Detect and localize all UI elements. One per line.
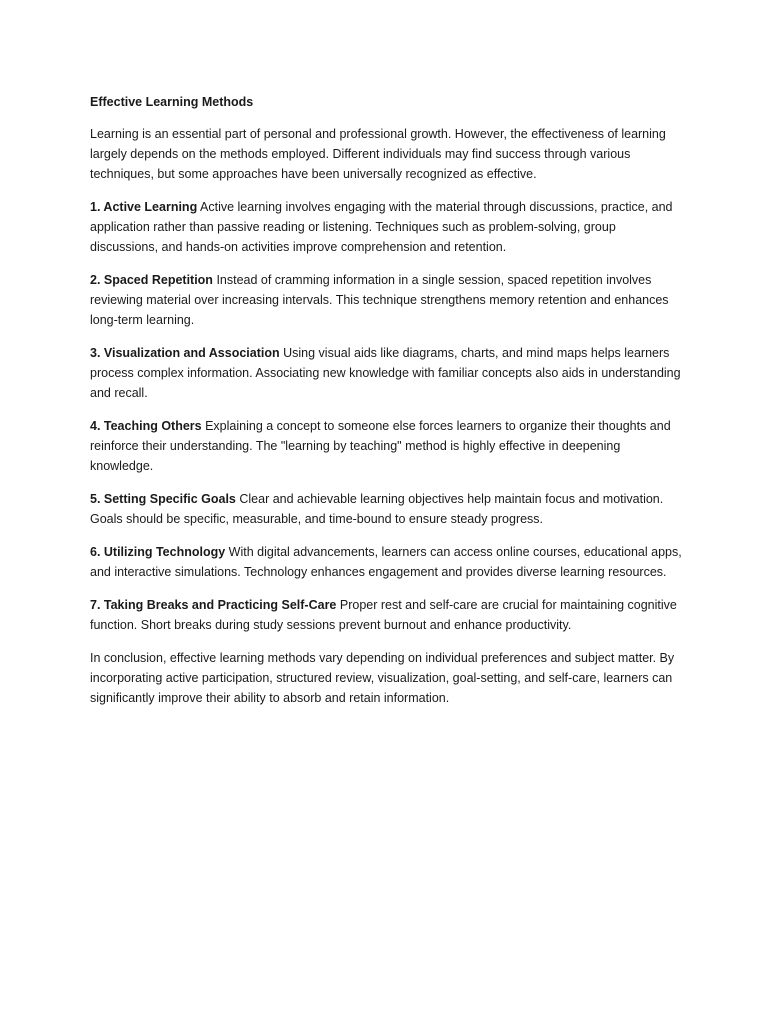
document-title: Effective Learning Methods <box>90 95 254 109</box>
intro-paragraph: Learning is an essential part of personal and professional growth. However, the effectiveness of learning largely depends on the methods employed. Different individuals may find success through various techniques, but some approaches have been universally recognized as effective. <box>90 127 666 181</box>
section-body: With digital advancements, learners can access online courses, educational apps, and interactive simulations. Technology enhances engagement and provides diverse learning resources. <box>90 545 682 579</box>
section-body: Explaining a concept to someone else forces learners to organize their thoughts and reinforce their understanding. The "learning by teaching" method is highly effective in deepening knowledge. <box>90 419 671 473</box>
section-heading: 2. Spaced Repetition <box>90 273 213 287</box>
section-heading: 5. Setting Specific Goals <box>90 492 236 506</box>
section-heading: 4. Teaching Others <box>90 419 202 433</box>
section-body: Proper rest and self-care are crucial for maintaining cognitive function. Short breaks during study sessions prevent burnout and enhance productivity. <box>90 598 677 632</box>
section-heading: 1. Active Learning <box>90 200 198 214</box>
section-heading: 6. Utilizing Technology <box>90 545 226 559</box>
section-setting-goals <box>90 489 682 529</box>
section-heading: 7. Taking Breaks and Practicing Self-Care <box>90 598 337 612</box>
section-body: Instead of cramming information in a single session, spaced repetition involves reviewing material over increasing intervals. This technique strengthens memory retention and enhances long-term learning. <box>90 273 669 327</box>
section-heading: 3. Visualization and Association <box>90 346 280 360</box>
section-teaching-others <box>90 416 682 476</box>
section-active-learning <box>90 197 682 257</box>
section-body: Active learning involves engaging with the material through discussions, practice, and application rather than passive reading or listening. Techniques such as problem-solving, group discussions, and hands-on activities improve comprehension and retention. <box>90 200 673 254</box>
section-body: Using visual aids like diagrams, charts, and mind maps helps learners process complex information. Associating new knowledge with familiar concepts also aids in understanding and recall. <box>90 346 681 400</box>
section-spaced-repetition <box>90 270 682 330</box>
section-utilizing-technology <box>90 542 682 582</box>
section-visualization <box>90 343 682 403</box>
section-body: Clear and achievable learning objectives help maintain focus and motivation. Goals should be specific, measurable, and time-bound to ensure steady progress. <box>90 492 664 526</box>
conclusion-paragraph: In conclusion, effective learning methods vary depending on individual preferences and subject matter. By incorporating active participation, structured review, visualization, goal-setting, and self-care, learners can significantly improve their ability to absorb and retain information. <box>90 651 675 705</box>
document-page <box>90 92 682 721</box>
section-breaks-self-care <box>90 595 682 635</box>
